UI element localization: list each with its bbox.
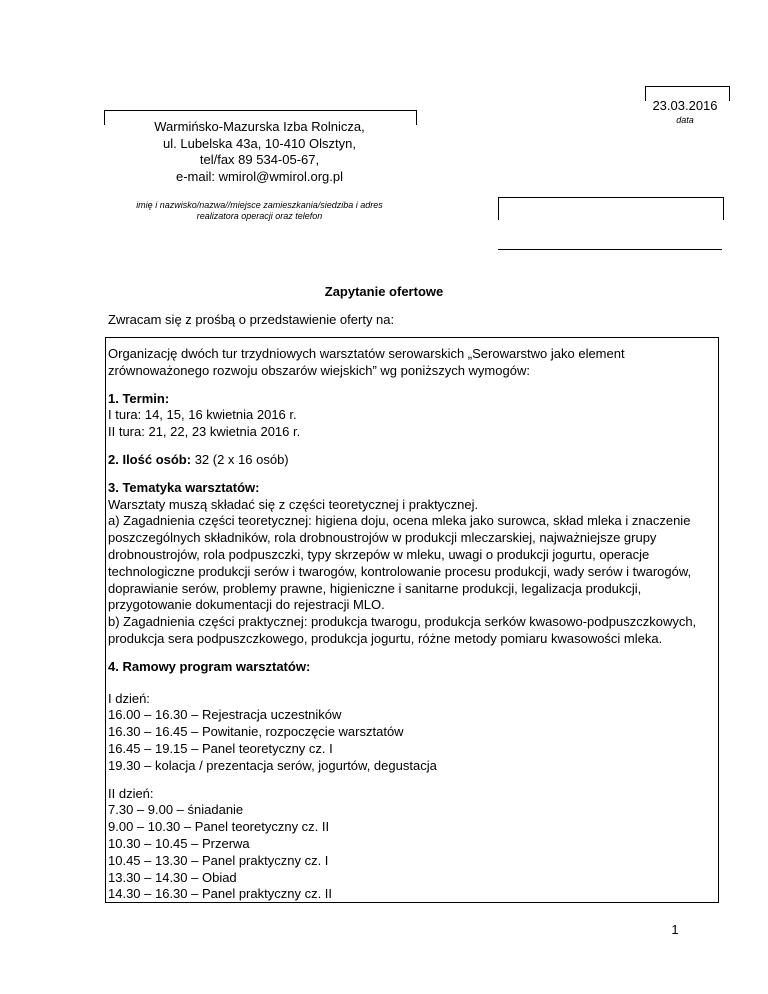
schedule-item: 16.30 – 16.45 – Powitanie, rozpoczęcie warsztatów [108,724,404,740]
signature-line [498,249,722,250]
intro-paragraph [108,346,714,380]
schedule-item: 10.45 – 13.30 – Panel praktyczny cz. I [108,852,329,868]
intro-line: zrównoważonego rozwoju obszarów wiejskich” wg poniższych wymogów: [108,362,530,378]
tematyka-line: przygotowanie dokumentacji do rejestracji MLO. [108,597,385,613]
schedule-item: 16.00 – 16.30 – Rejestracja uczestników [108,707,342,723]
section-ilosc-osob [108,452,714,469]
recipient-address [104,119,415,185]
tematyka-line: doprawianie serów, problemy prawne, higieniczne i sanitarne produkcji, legalizacja produkcji, [108,580,642,596]
section-tematyka [108,480,714,648]
recipient-phone: tel/fax 89 534-05-67, [199,152,320,167]
schedule-item: 13.30 – 14.30 – Obiad [108,869,237,885]
tematyka-line: Warsztaty muszą składać się z części teoretycznej i praktycznej. [108,496,479,512]
section-heading: 3. Tematyka warsztatów: [108,479,260,495]
request-text: Zwracam się z prośbą o przedstawienie oferty na: [108,312,395,327]
signature-bracket [498,197,724,220]
tematyka-line: b) Zagadnienia części praktycznej: produkcja twarogu, produkcja serków kwasowo-podpuszczkowych, [108,614,697,630]
termin-line: I tura: 14, 15, 16 kwietnia 2016 r. [108,407,297,423]
section-heading: 4. Ramowy program warsztatów: [108,658,311,674]
content-body [108,346,714,914]
section-heading: 2. Ilość osób: [108,451,192,467]
day-title: II dzień: [108,785,154,801]
ilosc-osob-value: 32 (2 x 16 osób) [191,451,289,467]
applicant-caption-line2: realizatora operacji oraz telefon [196,211,323,221]
tematyka-line: drobnoustrojów, rola podpuszczki, typy skrzepów w mleku, uwagi o produkcji jogurtu, operacje [108,546,650,562]
schedule-item: 16.45 – 19.15 – Panel teoretyczny cz. I [108,740,333,756]
schedule-item: 7.30 – 9.00 – śniadanie [108,802,244,818]
section-heading: 1. Termin: [108,390,170,406]
program-day2 [108,786,714,904]
tematyka-line: produkcja sera podpuszczkowego, produkcja jogurtu, różne metody pomiaru kwasowości mleka. [108,630,663,646]
schedule-item: 19.30 – kolacja / prezentacja serów, jogurtów, degustacja [108,757,437,773]
section-termin [108,391,714,441]
tematyka-line: a) Zagadnienia części teoretycznej: higiena doju, ocena mleka jako surowca, skład mleka i znaczenie [108,513,691,529]
schedule-item: 9.00 – 10.30 – Panel teoretyczny cz. II [108,819,330,835]
applicant-caption-line1: imię i nazwisko/nazwa//miejsce zamieszkania/siedziba i adres [136,200,383,210]
tematyka-line: poszczególnych składników, rola drobnoustrojów w produkcji mleczarskiej, najważniejsze grupy [108,530,657,546]
program-day1 [108,691,714,775]
page-number: 1 [671,922,679,937]
section-program [108,659,714,676]
tematyka-line: technologiczne produkcji serów i twarogów, kontrolowanie procesu produkcji, wady serów i twarogów, [108,563,692,579]
termin-line: II tura: 21, 22, 23 kwietnia 2016 r. [108,424,301,440]
schedule-item: 10.30 – 10.45 – Przerwa [108,835,250,851]
date-value: 23.03.2016 [652,98,718,113]
document-title: Zapytanie ofertowe [324,284,444,299]
recipient-email: e-mail: wmirol@wmirol.org.pl [175,168,344,184]
intro-line: Organizację dwóch tur trzydniowych warsztatów serowarskich „Serowarstwo jako element [108,346,625,361]
date-label: data [676,115,694,125]
recipient-street: ul. Lubelska 43a, 10-410 Olsztyn, [163,135,356,151]
schedule-item: 14.30 – 16.30 – Panel praktyczny cz. II [108,886,333,902]
day-title: I dzień: [108,690,150,706]
applicant-caption [104,200,415,222]
recipient-name: Warmińsko-Mazurska Izba Rolnicza, [154,119,365,134]
